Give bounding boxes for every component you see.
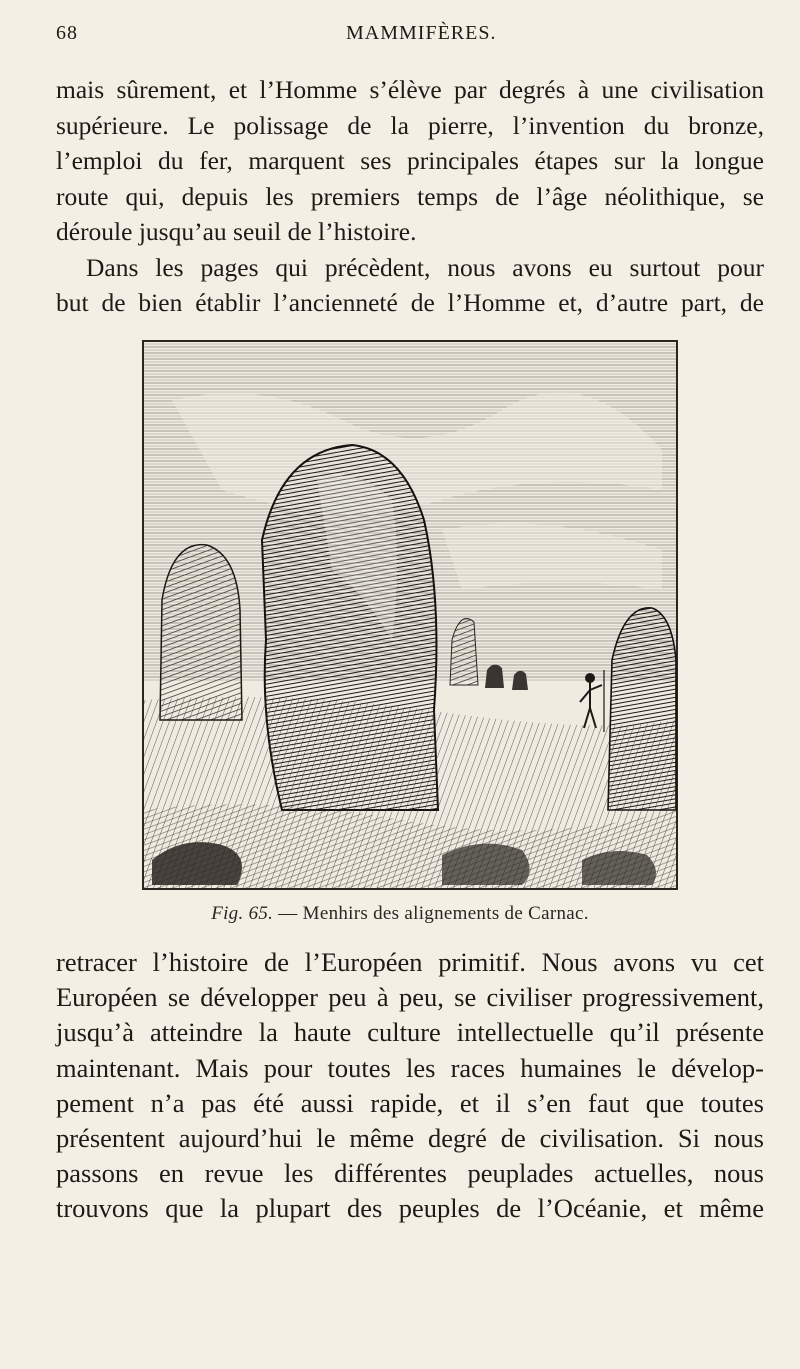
text-line: mais sûrement, et l’Homme s’élève par degrés à une civilisation — [56, 75, 764, 104]
figure-caption-text: — Menhirs des alignements de Carnac. — [278, 903, 589, 924]
text-line: pement n’a pas été aussi rapide, et il s’en faut que toutes — [56, 1087, 764, 1118]
text-line: Dans les pages qui précèdent, nous avons eu surtout pour — [86, 252, 764, 282]
text-line: retracer l’histoire de l’Européen primitif. Nous avons vu cet — [56, 947, 764, 977]
text-line: maintenant. Mais pour toutes les races humaines le dévelop- — [56, 1052, 764, 1083]
text-line: présentent aujourd’hui le même degré de civilisation. Si nous — [56, 1123, 764, 1154]
text-line: passons en revue les différentes peuplades actuelles, nous — [56, 1158, 764, 1189]
text-line: but de bien établir l’ancienneté de l’Homme et, d’autre part, de — [56, 288, 764, 317]
figure-engraving — [142, 340, 678, 890]
text-line: route qui, depuis les premiers temps de l’âge néolithique, se — [56, 181, 764, 211]
running-header — [56, 22, 756, 54]
text-line: l’emploi du fer, marquent ses principales étapes sur la longue — [56, 146, 764, 175]
text-line: supérieure. Le polissage de la pierre, l’invention du bronze, — [56, 110, 764, 140]
page-number: 68 — [56, 22, 78, 44]
running-title: MAMMIFÈRES. — [346, 22, 497, 44]
text-line: déroule jusqu’au seuil de l’histoire. — [56, 217, 417, 246]
figure-caption — [0, 903, 800, 925]
menhirs-illustration — [142, 340, 678, 890]
text-line: trouvons que la plupart des peuples de l’Océanie, et même — [56, 1193, 764, 1224]
bottom-paragraph — [56, 945, 764, 1227]
text-line: Européen se développer peu à peu, se civiliser progressivement, — [56, 982, 764, 1013]
top-paragraph — [56, 72, 764, 321]
text-line: jusqu’à atteindre la haute culture intellectuelle qu’il présente — [56, 1017, 764, 1048]
figure-label: Fig. 65. — [211, 903, 274, 924]
